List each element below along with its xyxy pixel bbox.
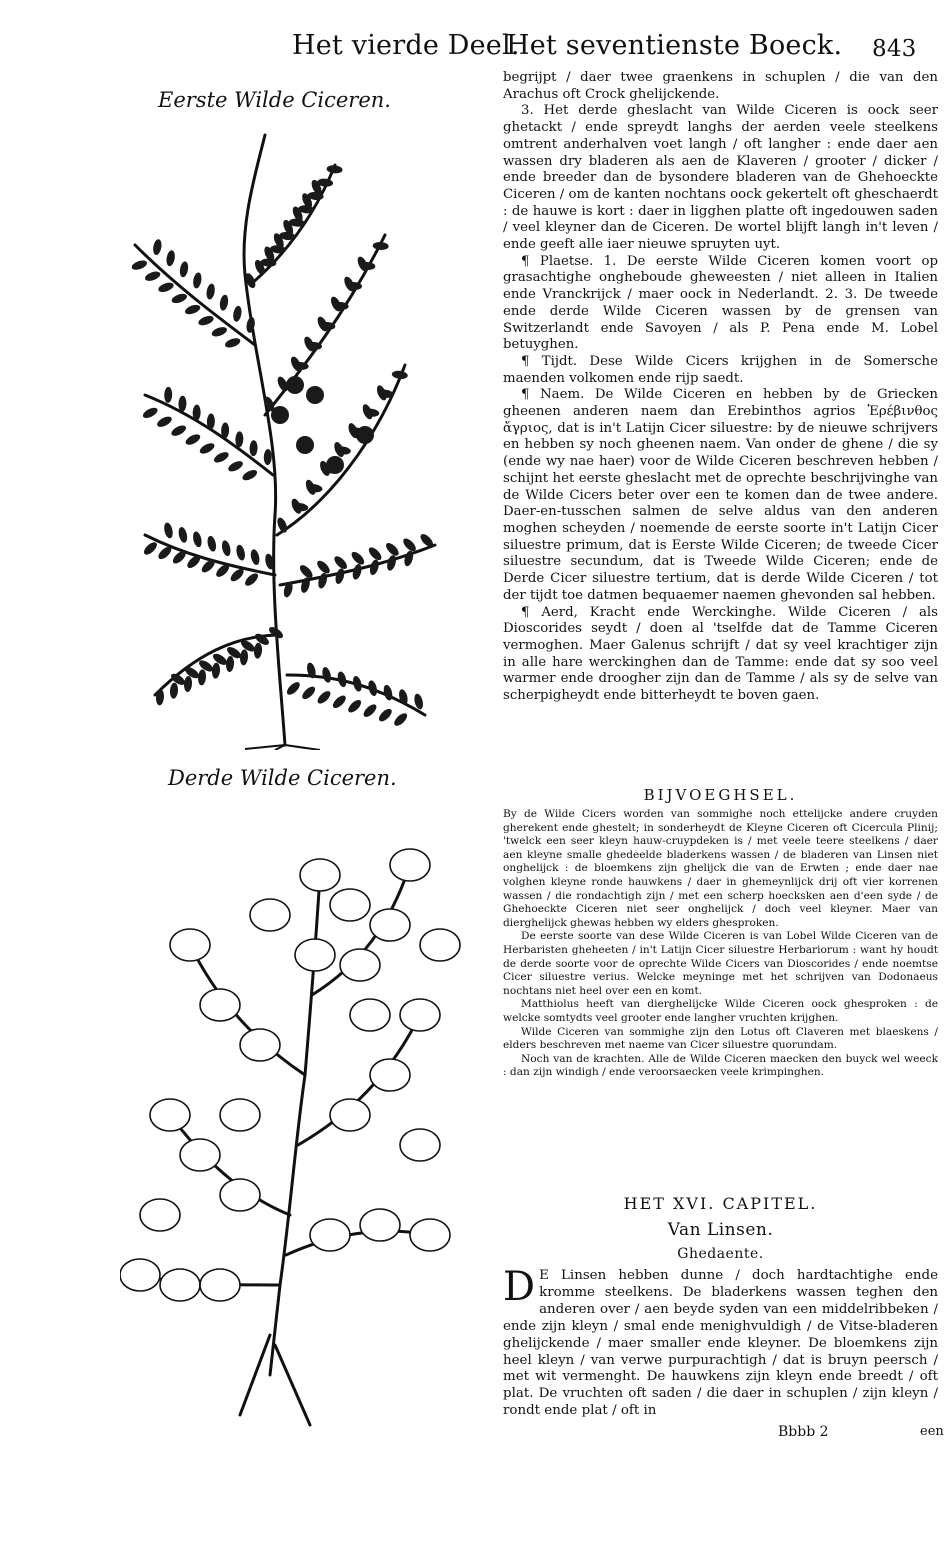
chapter-number: HET XVI. CAPITEL. [623,1194,818,1213]
running-head-book: Het seventienste Boeck. [506,30,843,61]
text-paragraph: Noch van de krachten. Alle de Wilde Ciceren maecken den buyck wel weeck : dan zijn windigh / ende veroorsaecken veele krimpinghen. [503,1052,938,1079]
plant-illustration-2 [120,815,470,1435]
text-paragraph: Matthiolus heeft van dierghelijcke Wilde Ciceren oock ghesproken : de welcke somtydts veel grooter ende langher vruchten krijghen. [503,998,938,1024]
text-paragraph [503,1268,938,1420]
text-paragraph: ¶ Plaetse. 1. De eerste Wilde Ciceren komen voort op grasachtighe ongheboude gheweesten / niet alleen in Italien ende Vranckrijck / maer oock in Nederlandt. 2. 3. De tweede ende derde Wilde Ciceren wassen by de grensen van Switzerlandt ende Savoyen / als P. Pena ende M. Lobel betuyghen. [503,253,938,353]
chapter-text-column [503,1268,938,1428]
drop-cap: D [503,1268,536,1310]
text-paragraph: De eerste soorte van dese Wilde Ciceren is van Lobel Wilde Ciceren van de Herbaristen gheheeten / in't Latijn Cicer siluestre Herbariorum : want hy houdt de derde soorte voor de oprechte Wilde Cicers van Dioscorides / ende noemtse Cicer siluestre verius. Welcke meyninge met het schrijven van Dodonaeus nochtans niet heel over een en komt. [503,930,938,997]
page-number: 843 [872,36,917,62]
signature-mark: Bbbb 2 [778,1424,829,1440]
figure-caption-2: Derde Wilde Ciceren. [168,766,397,790]
text-paragraph: Wilde Ciceren van sommighe zijn den Lotus oft Claveren met blaeskens / elders beschreven met naeme van Cicer siluestre quorundam. [503,1025,938,1052]
plant-illustration-1 [105,115,465,750]
bijvoeghsel-column [503,808,938,1168]
figure-caption-1: Eerste Wilde Ciceren. [158,88,391,112]
text-paragraph: By de Wilde Cicers worden van sommighe noch ettelijcke andere cruyden gherekent ende ghestelt; in sonderheydt de Kleyne Ciceren oft Cicercula Plinij; 'twelck een seer kleyn hauw-cruypdeken is / met veele teere steelkens / daer aen kleyne smalle ghedeelde bladerkens wassen / de bladeren van Linsen niet onghelijck : de bloemkens zijn ghelijck die van de Erwten ; ende daer nae volghen kleyne ronde hauwkens / daer in ghemeynlijck drij oft vier korrenen wassen / die rondachtigh zijn / met een scherp hoecksken aen d'een syde / de Ghehoeckte Ciceren niet seer onghelijck / doch veel kleyner. Maer van dierghelijck ghewas hebben wy elders ghesproken. [503,808,938,929]
chapter-title: Van Linsen. [667,1220,774,1240]
running-head-part: Het vierde Deel. [292,30,520,61]
text-paragraph: begrijpt / daer twee graenkens in schuplen / die van den Arachus oft Crock ghelijckende. [503,70,938,102]
text-paragraph: 3. Het derde gheslacht van Wilde Ciceren is oock seer ghetackt / ende spreydt langhs der aerden veele steelkens omtrent anderhalven voet langh / oft langher : ende daer aen wassen dry bladeren als aen de Klaveren / grooter / dicker / ende breeder dan de bysondere bladeren van de Ghehoeckte Ciceren / om de kanten nochtans oock gekertelt oft gheschaerdt : de hauwe is kort : daer in ligghen platte oft ingedouwen saden / veel kleyner dan de Ciceren. De wortel blijft langh in't leven / ende geeft alle iaer nieuwe spruyten uyt. [503,103,938,253]
text-paragraph: ¶ Naem. De Wilde Ciceren en hebben by de Griecken gheenen anderen naem dan Erebinthos agrios Ἐρέβινθος ἄγριος, dat is in't Latijn Cicer siluestre: by de nieuwe schrijvers en hebben sy noch gheenen naem. Van onder de ghene / die sy (ende wy nae haer) voor de Wilde Ciceren beschreven hebben / schijnt het eerste gheslacht met de oprechte beschrijvinghe van de Wilde Cicers beter over een te komen dan de twee andere. Daer-en-tusschen salmen de selve aldus van den anderen moghen scheyden / noemende de eerste soorte in't Latijn Cicer siluestre primum, dat is Eerste Wilde Ciceren; de tweede Cicer siluestre secundum, dat is Tweede Wilde Ciceren; ende de Derde Cicer siluestre tertium, dat is derde Wilde Ciceren / tot der tijdt toe datmen bequaemer naemen ghevonden sal hebben. [503,387,938,603]
catchword: een [920,1424,944,1439]
chapter-subtitle: Ghedaente. [677,1246,764,1262]
section-heading-bijvoeghsel: BIJVOEGHSEL. [643,786,798,804]
chapter-body: E Linsen hebben dunne / doch hardtachtighe ende kromme steelkens. De bladerkens wassen teghen den anderen over / aen beyde syden van een middelribbeken / ende zijn kleyn / smal ende menighvuldigh / de Vitse-bladeren ghelijckende / maer smaller ende kleyner. De bloemkens zijn heel kleyn / van verwe purpurachtigh / dat is bruyn peersch / met wit vermenght. De hauwkens zijn kleyn ende breedt / oft plat. De vruchten oft saden / die daer in schuplen / zijn kleyn / rondt ende plat / oft in [503,1268,938,1419]
text-paragraph: ¶ Aerd, Kracht ende Werckinghe. Wilde Ciceren / als Dioscorides seydt / doen al 'tselfde dat de Tamme Ciceren vermoghen. Maer Galenus schrijft / dat sy veel krachtiger zijn in alle hare werckinghen dan de Tamme: ende dat sy soo veel warmer ende droogher zijn dan de Tamme / als sy de selve van scherpigheydt ende bitterheydt te boven gaen. [503,604,938,704]
main-text-column [503,70,938,775]
text-paragraph: ¶ Tijdt. Dese Wilde Cicers krijghen in de Somersche maenden volkomen ende rijp saedt. [503,353,938,386]
